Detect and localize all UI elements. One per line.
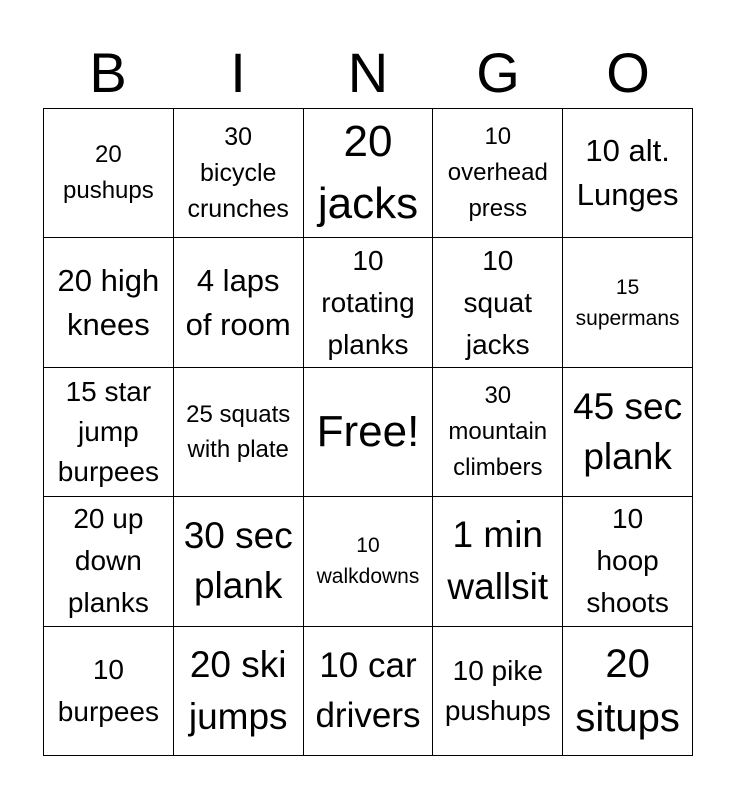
- cell-text: 20 high knees: [57, 262, 160, 342]
- header-letter-n: N: [347, 41, 389, 104]
- cell-text: 10 walkdowns: [316, 534, 420, 589]
- bingo-cell[interactable]: [563, 497, 693, 626]
- bingo-cell[interactable]: [563, 627, 693, 756]
- cell-text: 20 situps: [575, 641, 680, 740]
- cell-text: 45 sec plank: [573, 385, 683, 477]
- bingo-grid: [43, 108, 693, 756]
- cell-text: Free!: [316, 406, 420, 456]
- cell-text: 10 burpees: [57, 653, 159, 727]
- bingo-cell[interactable]: [433, 368, 563, 497]
- cell-text: 25 squats with plate: [186, 400, 291, 463]
- cell-text: 10 alt. Lunges: [576, 133, 679, 213]
- cell-text: 1 min wallsit: [447, 514, 549, 608]
- cell-text: 10 car drivers: [315, 645, 421, 735]
- cell-text: 4 laps of room: [185, 262, 291, 342]
- cell-text: 20 ski jumps: [188, 643, 288, 737]
- bingo-cell[interactable]: [563, 368, 693, 497]
- bingo-cell[interactable]: [433, 238, 563, 367]
- bingo-cell[interactable]: [304, 627, 434, 756]
- header-letter-i: I: [230, 41, 246, 104]
- cell-text: 10 squat jacks: [463, 244, 533, 360]
- bingo-header: [43, 38, 693, 108]
- cell-text: 30 sec plank: [183, 515, 293, 607]
- bingo-cell[interactable]: [174, 627, 304, 756]
- bingo-cell[interactable]: [304, 497, 434, 626]
- cell-text: 20 jacks: [317, 117, 419, 229]
- bingo-cell[interactable]: [174, 238, 304, 367]
- bingo-cell[interactable]: [563, 109, 693, 238]
- header-letter-g: G: [476, 41, 520, 104]
- bingo-cell[interactable]: [174, 497, 304, 626]
- cell-text: 30 mountain climbers: [448, 381, 548, 481]
- bingo-cell[interactable]: [563, 238, 693, 367]
- bingo-cell[interactable]: [44, 238, 174, 367]
- cell-text: 10 rotating planks: [321, 244, 415, 360]
- cell-text: 15 star jump burpees: [57, 375, 159, 487]
- cell-text: 20 pushups: [63, 141, 154, 205]
- bingo-cell[interactable]: [174, 368, 304, 497]
- cell-text: 30 bicycle crunches: [187, 123, 289, 224]
- cell-text: 15 supermans: [575, 275, 680, 330]
- bingo-cell[interactable]: [44, 109, 174, 238]
- bingo-cell[interactable]: [304, 368, 434, 497]
- bingo-cell[interactable]: [44, 497, 174, 626]
- bingo-cell[interactable]: [433, 109, 563, 238]
- cell-text: 10 hoop shoots: [586, 503, 669, 619]
- cell-text: 20 up down planks: [67, 503, 149, 619]
- header-letter-o: O: [606, 41, 650, 104]
- bingo-cell[interactable]: [433, 627, 563, 756]
- bingo-cell[interactable]: [433, 497, 563, 626]
- bingo-cell[interactable]: [44, 368, 174, 497]
- bingo-cell[interactable]: [44, 627, 174, 756]
- bingo-cell[interactable]: [304, 238, 434, 367]
- header-letter-b: B: [89, 41, 127, 104]
- cell-text: 10 pike pushups: [444, 654, 551, 726]
- bingo-cell[interactable]: [304, 109, 434, 238]
- cell-text: 10 overhead press: [447, 123, 548, 223]
- bingo-cell[interactable]: [174, 109, 304, 238]
